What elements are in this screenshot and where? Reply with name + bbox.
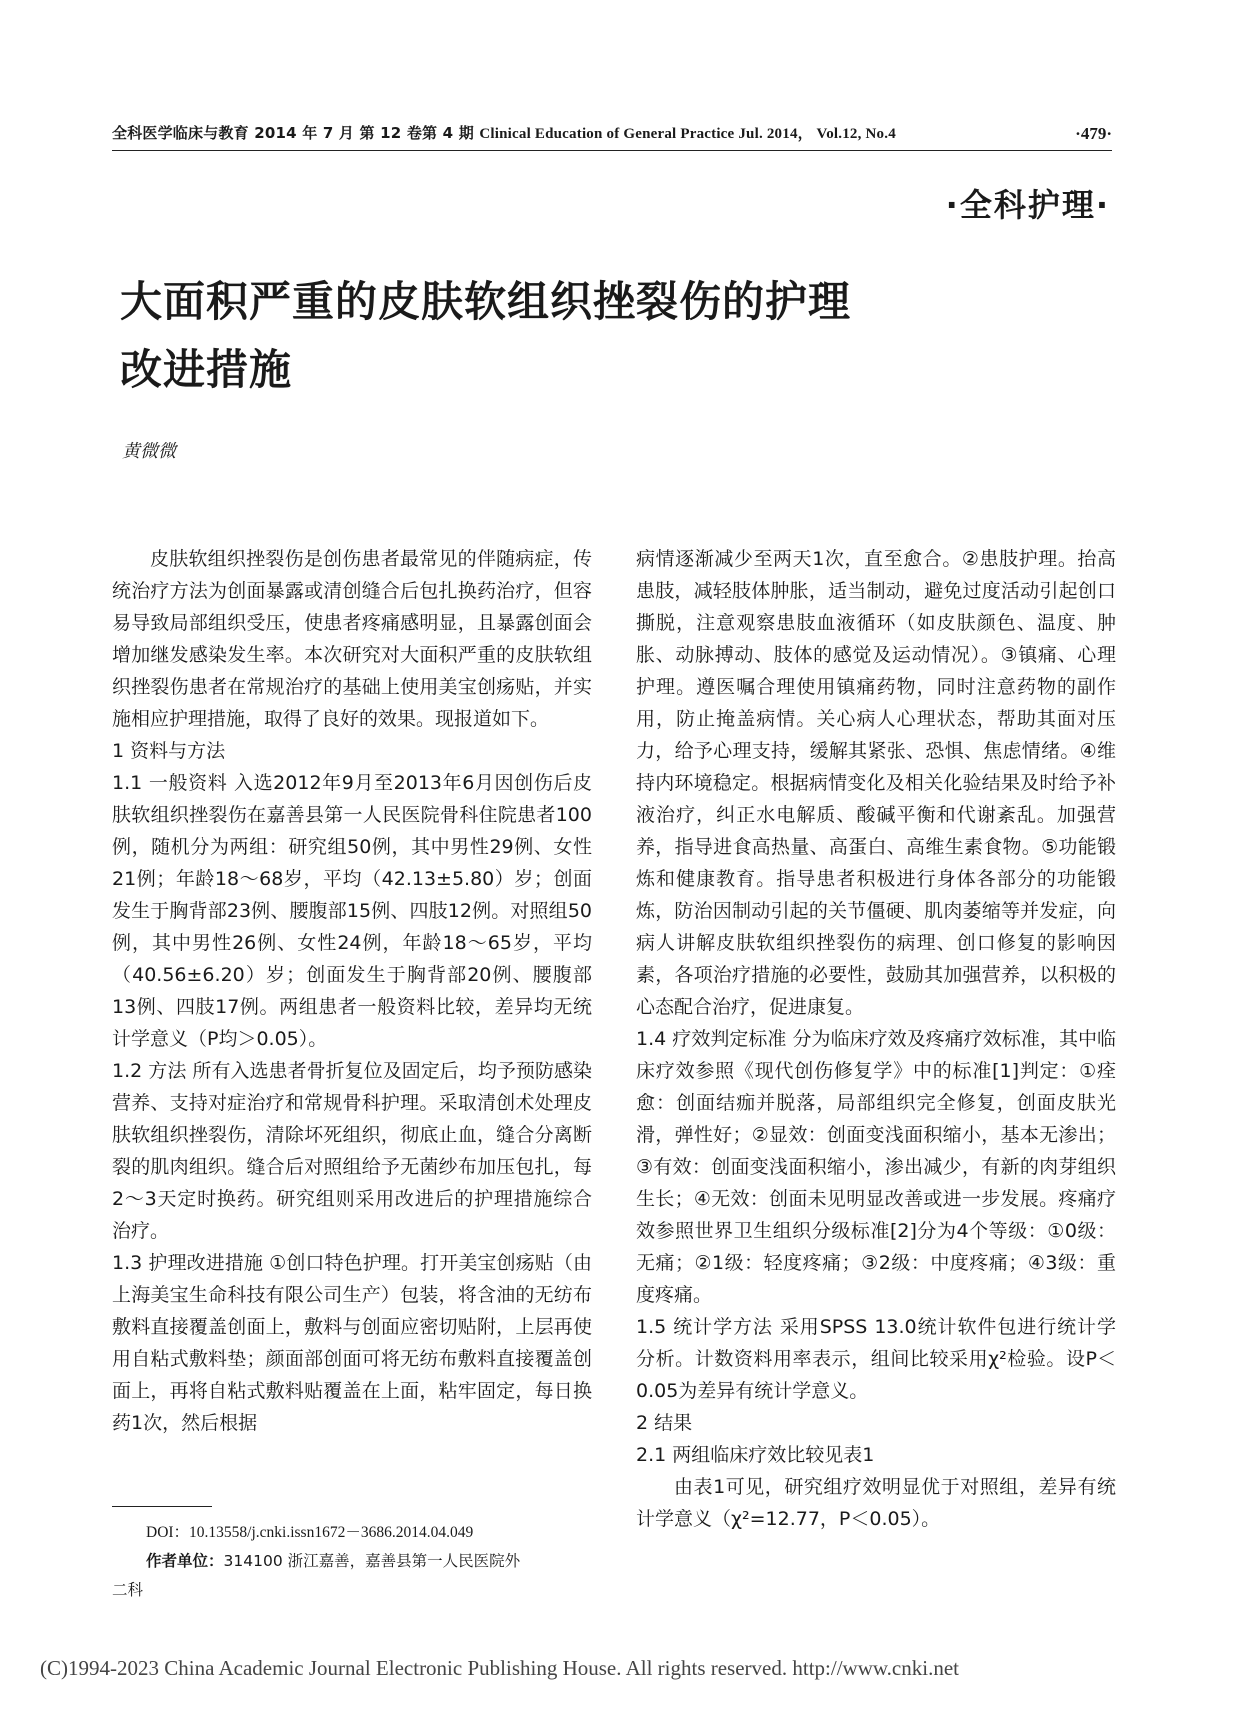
paragraph-nursing-continued: 病情逐渐减少至两天1次，直至愈合。②患肢护理。抬高患肢，减轻肢体肿胀，适当制动，避免过度活动引起创口撕脱，注意观察患肢血液循环（如皮肤颜色、温度、肿胀、动脉搏动、肢体的感觉及运动情况）。③镇痛、心理护理。遵医嘱合理使用镇痛药物，同时注意药物的副作用，防止掩盖病情。关心病人心理状态，帮助其面对压力，给予心理支持，缓解其紧张、恐惧、焦虑情绪。④维持内环境稳定。根据病情变化及相关化验结果及时给予补液治疗，纠正水电解质、酸碱平衡和代谢紊乱。加强营养，指导进食高热量、高蛋白、高维生素食物。⑤功能锻炼和健康教育。指导患者积极进行身体各部分的功能锻炼，防治因制动引起的关节僵硬、肌肉萎缩等并发症，向病人讲解皮肤软组织挫裂伤的病理、创口修复的影响因素，各项治疗措施的必要性，鼓励其加强营养，以积极的心态配合治疗，促进康复。 — [636, 548, 1116, 1018]
header-divider — [112, 150, 1112, 151]
affiliation-label: 作者单位： — [146, 1552, 224, 1570]
paragraph-efficacy-criteria: 1.4 疗效判定标准 分为临床疗效及疼痛疗效标准，其中临床疗效参照《现代创伤修复学》中的标准[1]判定：①痊愈：创面结痂并脱落，局部组织完全修复，创面皮肤光滑，弹性好；②显效：创面变浅面积缩小，基本无渗出；③有效：创面变浅面积缩小，渗出减少，有新的肉芽组织生长；④无效：创面未见明显改善或进一步发展。疼痛疗效参照世界卫生组织分级标准[2]分为4个等级：①0级：无痛；②1级：轻度疼痛；③2级：中度疼痛；④3级：重度疼痛。 — [636, 1028, 1116, 1306]
footnote-affiliation-line-2: 二科 — [112, 1581, 144, 1599]
article-title — [120, 268, 1020, 404]
page-number: ·479· — [1075, 124, 1112, 143]
paragraph-results: 由表1可见，研究组疗效明显优于对照组，差异有统计学意义（χ²=12.77，P＜0.05）。 — [636, 1476, 1116, 1530]
title-line-1: 大面积严重的皮肤软组织挫裂伤的护理 — [120, 277, 852, 326]
paragraph-statistics: 1.5 统计学方法 采用SPSS 13.0统计软件包进行统计学分析。计数资料用率表示，组间比较采用χ²检验。设P＜0.05为差异有统计学意义。 — [636, 1316, 1116, 1402]
journal-name-en: Clinical Education of General Practice Jul. 2014， Vol.12, No.4 — [479, 126, 896, 142]
footnote-doi: DOI：10.13558/j.cnki.issn1672－3686.2014.04.049 — [146, 1524, 474, 1541]
affiliation-line-1: 314100 浙江嘉善，嘉善县第一人民医院外 — [223, 1552, 521, 1570]
title-line-2: 改进措施 — [120, 345, 293, 394]
section-heading-methods: 1 资料与方法 — [112, 740, 226, 762]
left-column — [112, 543, 592, 1439]
footnote-affiliation — [112, 1547, 636, 1576]
intro-paragraph: 皮肤软组织挫裂伤是创伤患者最常见的伴随病症，传统治疗方法为创面暴露或清创缝合后包扎换药治疗，但容易导致局部组织受压，使患者疼痛感明显，且暴露创面会增加继发感染发生率。本次研究对大面积严重的皮肤软组织挫裂伤患者在常规治疗的基础上使用美宝创疡贴，并实施相应护理措施，取得了良好的效果。现报道如下。 — [112, 548, 592, 730]
paragraph-methods: 1.2 方法 所有入选患者骨折复位及固定后，均予预防感染营养、支持对症治疗和常规骨科护理。采取清创术处理皮肤软组织挫裂伤，清除坏死组织，彻底止血，缝合分离断裂的肌肉组织。缝合后对照组给予无菌纱布加压包扎，每2～3天定时换药。研究组则采用改进后的护理措施综合治疗。 — [112, 1060, 592, 1242]
footnote-divider — [112, 1506, 212, 1507]
journal-name-cn: 全科医学临床与教育 2014 年 7 月 第 12 卷第 4 期 — [112, 124, 474, 142]
subsection-heading-comparison: 2.1 两组临床疗效比较见表1 — [636, 1444, 875, 1466]
copyright-notice: (C)1994-2023 China Academic Journal Electronic Publishing House. All rights reserved. http://www.cnki.net — [40, 1656, 959, 1680]
paragraph-general-data: 1.1 一般资料 入选2012年9月至2013年6月因创伤后皮肤软组织挫裂伤在嘉善县第一人民医院骨科住院患者100例，随机分为两组：研究组50例，其中男性29例、女性21例；年龄18～68岁，平均（42.13±5.80）岁；创面发生于胸背部23例、腰腹部15例、四肢12例。对照组50例，其中男性26例、女性24例，年龄18～65岁，平均（40.56±6.20）岁；创面发生于胸背部20例、腰腹部13例、四肢17例。两组患者一般资料比较，差异均无统计学意义（P均＞0.05）。 — [112, 772, 592, 1050]
section-heading-results: 2 结果 — [636, 1412, 693, 1434]
paragraph-nursing-measures: 1.3 护理改进措施 ①创口特色护理。打开美宝创疡贴（由上海美宝生命科技有限公司生产）包装，将含油的无纺布敷料直接覆盖创面上，敷料与创面应密切贴附，上层再使用自粘式敷料垫；颜面部创面可将无纺布敷料直接覆盖创面上，再将自粘式敷料贴覆盖在上面，粘牢固定，每日换药1次，然后根据 — [112, 1252, 592, 1434]
section-tag: ·全科护理· — [945, 186, 1110, 224]
author-name: 黄微微 — [122, 441, 176, 462]
right-column — [636, 543, 1116, 1535]
running-header — [112, 122, 896, 143]
